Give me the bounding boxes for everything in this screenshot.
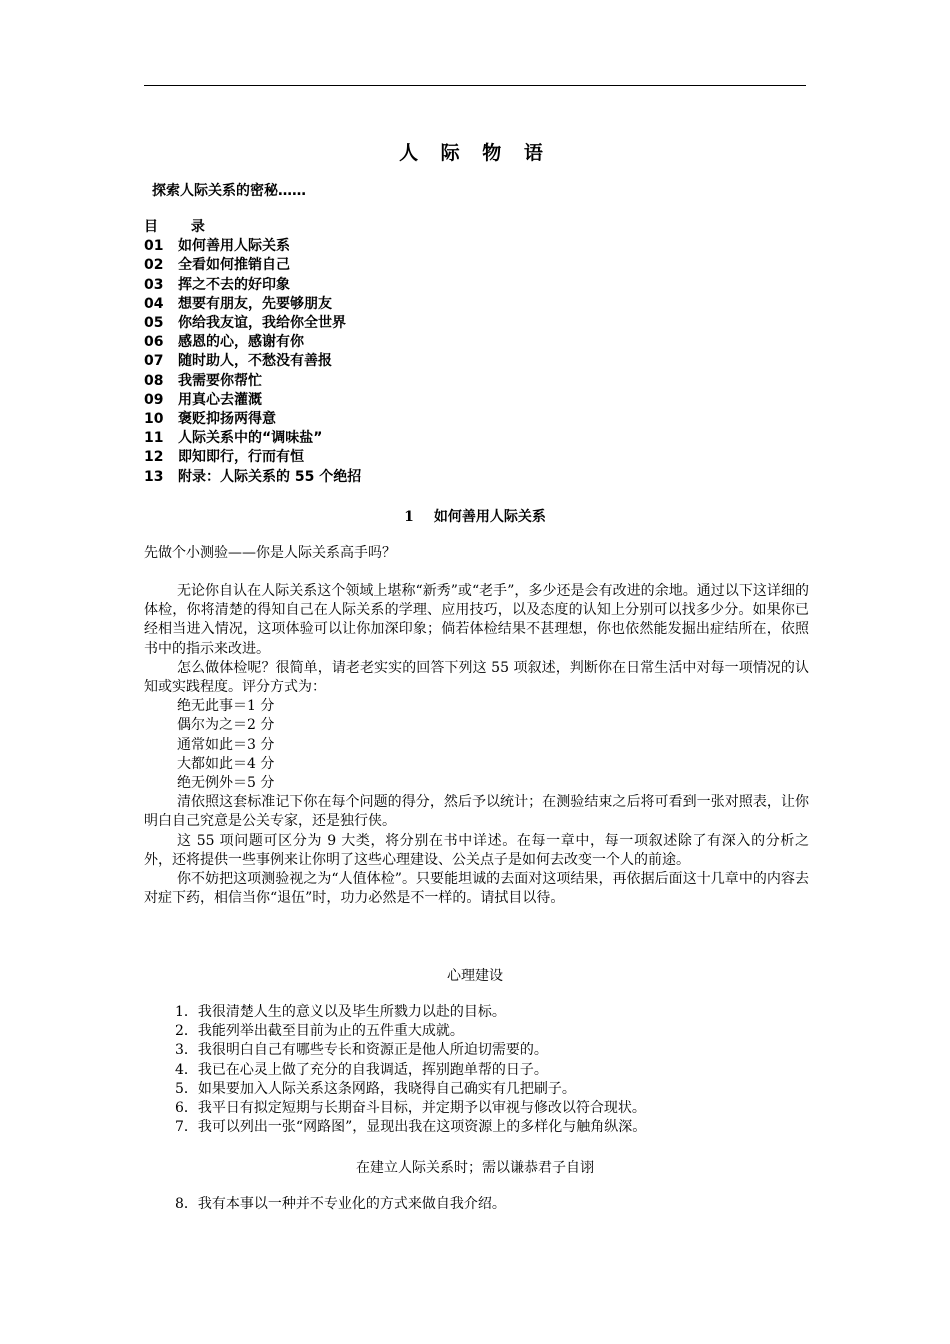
toc-item-text: 你给我友谊，我给你全世界 <box>178 315 346 332</box>
toc-item <box>144 333 361 352</box>
toc-item-number: 04 <box>144 295 164 312</box>
question-list <box>175 1003 646 1137</box>
paragraph: 无论你自认在人际关系这个领域上堪称“新秀”或“老手”，多少还是会有改进的余地。通过以下这详细的体检，你将清楚的得知自己在人际关系的学理、应用技巧，以及态度的认知上分别可以找多少分。如果你已经相当进入情况，这项体验可以让你加深印象；倘若体检结果不甚理想，你也依然能发掘出症结所在，依照书中的指示来改进。 <box>144 583 809 657</box>
question-list <box>175 1195 506 1214</box>
paragraph: 怎么做体检呢？很简单，请老老实实的回答下列这 55 项叙述，判断你在日常生活中对每一项情况的认知或实践程度。评分方式为： <box>144 659 809 696</box>
toc-item-number: 01 <box>144 238 164 255</box>
toc-item <box>144 448 361 467</box>
toc-item <box>144 276 361 295</box>
toc-item-number: 07 <box>144 353 164 370</box>
document-subtitle: 探索人际关系的密秘…… <box>152 183 306 199</box>
section-heading: 心理建设 <box>447 968 503 984</box>
toc-item-text: 想要有朋友，先要够朋友 <box>178 295 332 312</box>
quiz-title: 先做个小测验——你是人际关系高手吗？ <box>144 545 396 561</box>
toc-heading: 目 录 <box>144 219 219 235</box>
toc-item-text: 我需要你帮忙 <box>178 372 262 389</box>
toc-item <box>144 352 361 371</box>
question-item: 6．我平日有拟定短期与长期奋斗目标，并定期予以审视与修改以符合现状。 <box>175 1100 646 1117</box>
question-item: 4．我已在心灵上做了充分的自我调适，挥别跑单帮的日子。 <box>175 1061 548 1078</box>
question-item: 7．我可以列出一张“网路图”，显现出我在这项资源上的多样化与触角纵深。 <box>175 1119 647 1136</box>
section-heading: 在建立人际关系时；需以谦恭君子自诩 <box>356 1160 594 1176</box>
score-line: 大都如此＝4 分 <box>177 755 275 772</box>
score-line: 绝无例外＝5 分 <box>177 775 275 792</box>
toc-item-text: 感恩的心，感谢有你 <box>178 334 304 351</box>
toc-item-text: 全看如何推销自己 <box>178 257 290 274</box>
chapter-number: 1 <box>404 509 414 525</box>
toc-item-number: 13 <box>144 468 164 485</box>
table-of-contents <box>144 218 361 487</box>
toc-item-text: 褒贬抑扬两得意 <box>178 411 276 428</box>
toc-item-number: 09 <box>144 391 164 408</box>
question-item: 3．我很明白自己有哪些专长和资源正是他人所迫切需要的。 <box>175 1042 548 1059</box>
toc-item-text: 如何善用人际关系 <box>178 238 290 255</box>
toc-item <box>144 372 361 391</box>
question-item: 5．如果要加入人际关系这条网路，我晓得自己确实有几把刷子。 <box>175 1080 576 1097</box>
toc-item-number: 05 <box>144 315 164 332</box>
paragraph: 这 55 项问题可区分为 9 大类，将分别在书中详述。在每一章中，每一项叙述除了有深入的分析之外，还将提供一些事例来让你明了这些心理建设、公关点子是如何去改变一个人的前途。 <box>144 832 809 868</box>
header-rule <box>144 85 806 86</box>
paragraph: 你不妨把这项测验视之为“人值体检”。只要能坦诚的去面对这项结果，再依据后面这十几章中的内容去对症下药，相信当你“退伍”时，功力必然是不一样的。请拭目以待。 <box>144 871 809 907</box>
toc-item-number: 10 <box>144 411 164 428</box>
toc-item-number: 11 <box>144 430 164 447</box>
toc-item <box>144 391 361 410</box>
toc-item-text: 随时助人，不愁没有善报 <box>178 353 332 370</box>
toc-item-text: 附录：人际关系的 55 个绝招 <box>178 468 362 485</box>
intro-text <box>144 582 809 908</box>
question-item: 1．我很清楚人生的意义以及毕生所戮力以赴的目标。 <box>175 1004 506 1020</box>
toc-item-number: 06 <box>144 334 164 351</box>
toc-item-text: 用真心去灌溉 <box>178 391 262 408</box>
toc-item-number: 08 <box>144 372 164 389</box>
toc-item <box>144 314 361 333</box>
toc-item-text: 即知即行，行而有恒 <box>178 449 304 466</box>
score-line: 偶尔为之＝2 分 <box>177 717 275 734</box>
toc-item <box>144 295 361 314</box>
question-item: 8．我有本事以一种并不专业化的方式来做自我介绍。 <box>175 1196 506 1212</box>
toc-item-number: 02 <box>144 257 164 274</box>
question-item: 2．我能列举出截至目前为止的五件重大成就。 <box>175 1023 464 1040</box>
toc-item <box>144 468 361 487</box>
toc-item-text: 人际关系中的“调味盐” <box>178 430 323 447</box>
paragraph: 清依照这套标准记下你在每个问题的得分，然后予以统计；在测验结束之后将可看到一张对照表，让你明白自己究意是公关专家，还是独行侠。 <box>144 794 809 830</box>
chapter-title: 如何善用人际关系 <box>433 509 546 525</box>
toc-item <box>144 237 361 256</box>
score-line: 绝无此事＝1 分 <box>177 698 275 715</box>
document-title: 人 际 物 语 <box>399 142 551 164</box>
toc-item <box>144 256 361 275</box>
toc-item-text: 挥之不去的好印象 <box>178 276 290 293</box>
score-line: 通常如此＝3 分 <box>177 736 275 753</box>
chapter-heading <box>0 506 950 526</box>
toc-item-number: 12 <box>144 449 164 466</box>
toc-item <box>144 410 361 429</box>
toc-item-number: 03 <box>144 276 164 293</box>
toc-item <box>144 429 361 448</box>
